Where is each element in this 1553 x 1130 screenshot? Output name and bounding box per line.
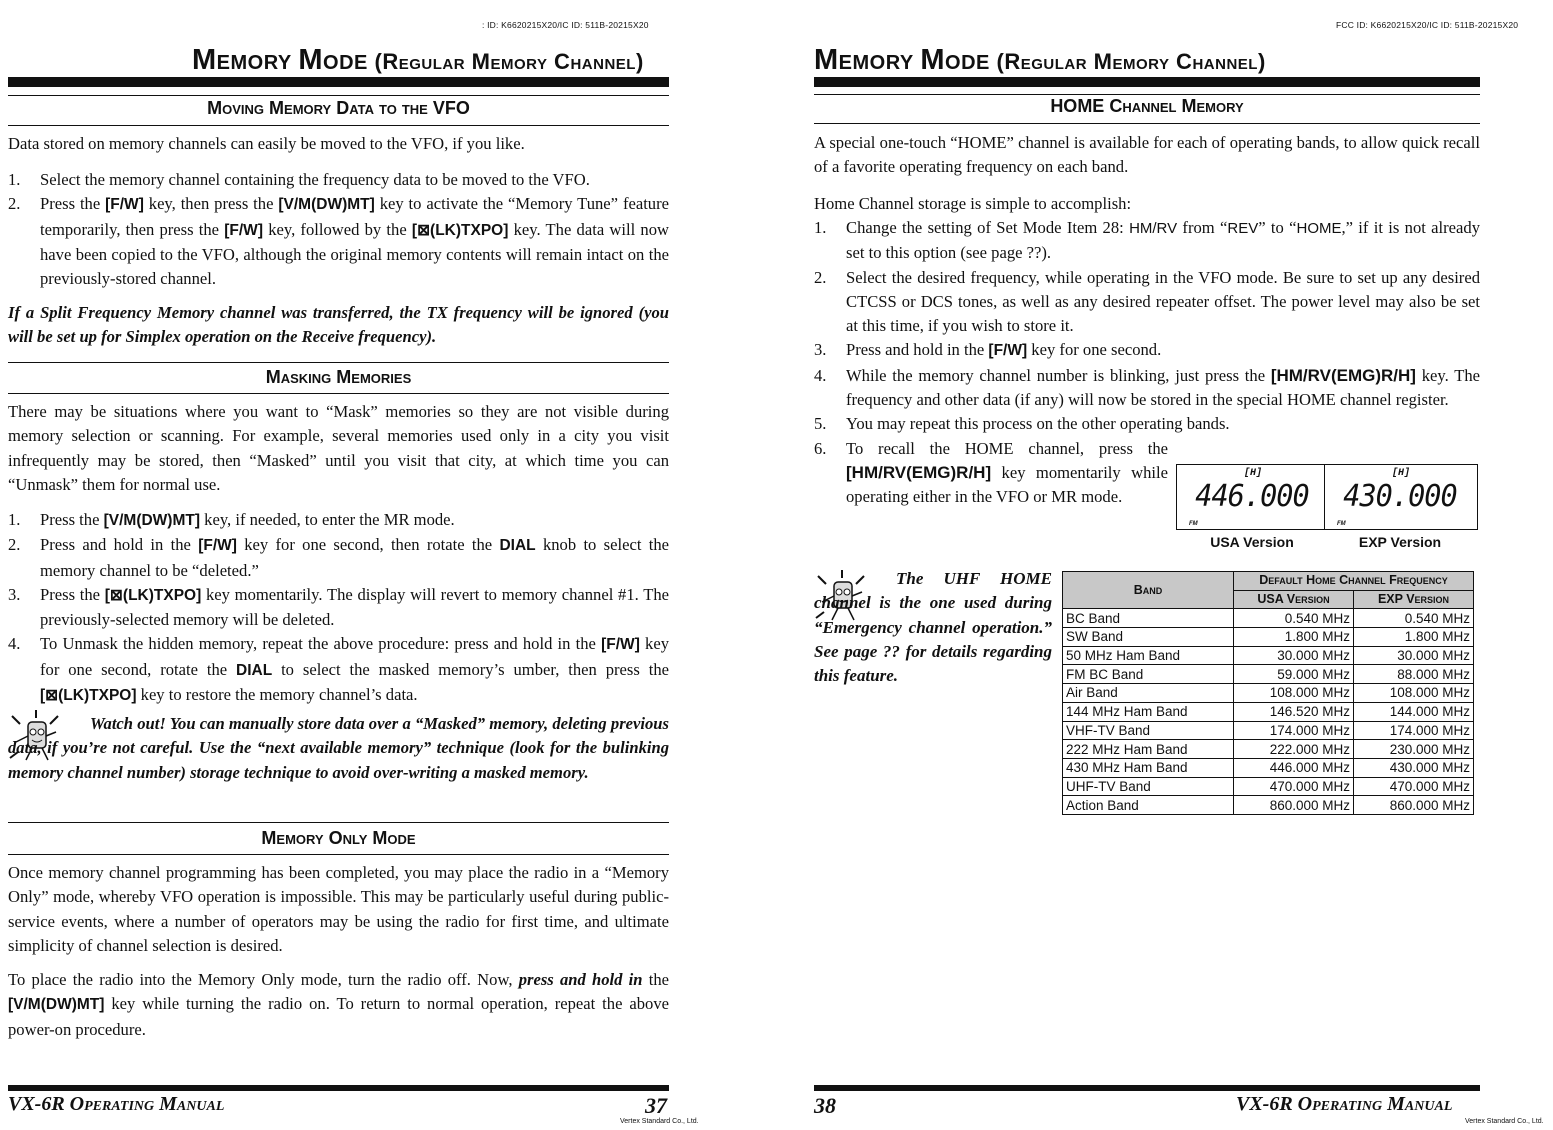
list-item bbox=[814, 338, 1480, 363]
band-cell: UHF-TV Band bbox=[1063, 777, 1234, 796]
key-lk-txpo: [⊠(LK)TXPO] bbox=[411, 221, 509, 239]
key-vm: [V/M(DW)MT] bbox=[103, 512, 201, 529]
step-text: key to activate the “Memory Tune” feature temporarily, then press the bbox=[40, 194, 669, 239]
step-number: 2. bbox=[8, 535, 21, 555]
step-text: You may repeat this process on the other operating bands. bbox=[846, 414, 1230, 434]
step-text: ,” if it is not already set to this option (see page ??). bbox=[846, 218, 1481, 263]
band-cell: FM BC Band bbox=[1063, 665, 1234, 684]
masking-intro: There may be situations where you want to “Mask” memories so they are not visible during memory selection or scanning. For example, several memories used only in a city you visit infrequently may be stored, then “Masked” until you visit that city, at which time you can “Unmask” them for normal use. bbox=[8, 402, 669, 494]
table-header-exp: EXP Version bbox=[1354, 590, 1474, 609]
list-item bbox=[8, 508, 669, 533]
usa-freq-cell: 446.000 MHz bbox=[1234, 758, 1354, 777]
section-rule bbox=[8, 393, 669, 394]
title-subtitle: (Regular Memory Channel) bbox=[374, 49, 644, 74]
memonly-paragraph-2 bbox=[8, 968, 669, 1042]
exp-freq-cell: 1.800 MHz bbox=[1354, 628, 1474, 647]
step-text: key for one second, rotate the bbox=[40, 634, 670, 679]
usa-freq-cell: 174.000 MHz bbox=[1234, 721, 1354, 740]
step-text: key for one second, then rotate the bbox=[236, 535, 500, 555]
section-rule bbox=[814, 123, 1480, 124]
band-cell: Action Band bbox=[1063, 796, 1234, 815]
fcc-id: FCC ID: K6620215X20/IC ID: 511B-20215X20 bbox=[1336, 20, 1519, 30]
key-lk-txpo: [⊠(LK)TXPO] bbox=[40, 687, 137, 705]
step-text: key momentarily while operating either in the VFO or MR mode. bbox=[846, 462, 1168, 507]
step-number: 1. bbox=[814, 218, 827, 237]
footer-bar bbox=[8, 1085, 669, 1091]
step-text: Press and hold in the bbox=[40, 535, 199, 555]
step-text: Select the desired frequency, while operating in the VFO mode. Be sure to set up any desired CTCSS or DCS tones, as well as any desired repeater offset. The power level may also be set at this time, if you wish to store it. bbox=[846, 267, 1480, 336]
footer-manual-title: VX-6R Operating Manual bbox=[8, 1093, 225, 1115]
section-title-moving: Moving Memory Data to the VFO bbox=[207, 98, 470, 118]
page-title bbox=[192, 44, 644, 77]
step-number: 6. bbox=[814, 438, 827, 458]
lcd-frequency: 446.000 bbox=[1195, 479, 1309, 514]
step-text: key, followed by the bbox=[262, 219, 412, 239]
title-word-mode: Mode bbox=[920, 44, 990, 76]
step-text: to select the masked memory’s umber, then press the bbox=[272, 659, 669, 679]
key-fw: [F/W] bbox=[601, 636, 640, 654]
list-item bbox=[814, 266, 1480, 339]
table-row bbox=[1063, 628, 1474, 647]
step-number: 4. bbox=[8, 634, 21, 654]
home-note: The UHF HOME channel is the one used during “Emergency channel operation.” See page ?? for details regarding this feature. bbox=[814, 569, 1052, 686]
table-header-band: Band bbox=[1063, 572, 1234, 609]
masking-steps bbox=[8, 508, 669, 708]
title-word-memory: Memory bbox=[192, 44, 292, 76]
step-number: 5. bbox=[814, 414, 827, 434]
section-title-home: HOME Channel Memory bbox=[1050, 96, 1244, 116]
usa-freq-cell: 30.000 MHz bbox=[1234, 646, 1354, 665]
band-cell: 144 MHz Ham Band bbox=[1063, 702, 1234, 721]
usa-freq-cell: 59.000 MHz bbox=[1234, 665, 1354, 684]
moving-intro: Data stored on memory channels can easily be moved to the VFO, if you like. bbox=[8, 134, 525, 153]
footer-manual-title: VX-6R Operating Manual bbox=[1236, 1093, 1453, 1115]
usa-freq-cell: 1.800 MHz bbox=[1234, 628, 1354, 647]
section-rule bbox=[8, 854, 669, 855]
text: To place the radio into the Memory Only mode, turn the radio off. Now, bbox=[8, 970, 519, 989]
key-lk-txpo: [⊠(LK)TXPO] bbox=[104, 586, 202, 604]
section-rule bbox=[814, 94, 1480, 95]
table-row bbox=[1063, 702, 1474, 721]
exp-freq-cell: 470.000 MHz bbox=[1354, 777, 1474, 796]
step-text: from “ bbox=[1177, 218, 1228, 237]
footer-bar bbox=[814, 1085, 1480, 1091]
usa-freq-cell: 222.000 MHz bbox=[1234, 740, 1354, 759]
fcc-id bbox=[482, 20, 649, 30]
page-number: 38 bbox=[814, 1093, 836, 1118]
fcc-c-mark: : bbox=[482, 20, 488, 30]
exp-freq-cell: 174.000 MHz bbox=[1354, 721, 1474, 740]
page-title bbox=[814, 44, 1266, 77]
table-row bbox=[1063, 721, 1474, 740]
step-number: 3. bbox=[814, 340, 827, 360]
page-number: 37 bbox=[645, 1093, 667, 1118]
step-text: key for one second. bbox=[1027, 340, 1162, 360]
text: the bbox=[642, 970, 670, 989]
step-text: Press the bbox=[40, 584, 105, 604]
memonly-paragraph-1: Once memory channel programming has been completed, you may place the radio in a “Memory Only” mode, whereby VFO operation is impossible. This may be particularly useful during public-service events, where a number of operators may be using the radio for first time, and ultimate simplicity of channel selection is desired. bbox=[8, 863, 669, 955]
band-cell: BC Band bbox=[1063, 609, 1234, 628]
step-text: key. The data will now have been copied to the VFO, although the original memory contents will remain intact on the previously-stored channel. bbox=[40, 219, 669, 289]
exp-freq-cell: 0.540 MHz bbox=[1354, 609, 1474, 628]
setting-value: HOME bbox=[1296, 220, 1342, 237]
title-bar bbox=[8, 77, 669, 87]
list-item bbox=[8, 583, 669, 633]
step-text: Press the bbox=[40, 194, 106, 214]
step-number: 1. bbox=[8, 170, 21, 189]
section-title-memonly: Memory Only Mode bbox=[261, 828, 416, 848]
step-text: While the memory channel number is blinking, just press the bbox=[846, 365, 1271, 385]
list-item bbox=[814, 437, 1168, 510]
step-text: key to restore the memory channel’s data. bbox=[136, 685, 418, 705]
lcd-mode-indicator: FM bbox=[1337, 521, 1346, 527]
table-row bbox=[1063, 665, 1474, 684]
band-cell: VHF-TV Band bbox=[1063, 721, 1234, 740]
band-cell: SW Band bbox=[1063, 628, 1234, 647]
section-rule bbox=[8, 822, 669, 823]
list-item bbox=[814, 364, 1480, 413]
step-text: key momentarily. The display will revert to memory channel #1. The previously-selected memory will be deleted. bbox=[40, 584, 670, 630]
left-page bbox=[0, 0, 700, 1130]
table-header-usa: USA Version bbox=[1234, 590, 1354, 609]
exp-freq-cell: 860.000 MHz bbox=[1354, 796, 1474, 815]
table-row bbox=[1063, 758, 1474, 777]
exp-freq-cell: 144.000 MHz bbox=[1354, 702, 1474, 721]
fcc-id-text: ID: K6620215X20/IC ID: 511B-20215X20 bbox=[487, 20, 649, 30]
key-fw: [F/W] bbox=[198, 537, 237, 555]
section-rule bbox=[8, 125, 669, 126]
emphasis-text: press and hold in bbox=[518, 970, 643, 989]
masking-note: Watch out! You can manually store data over a “Masked” memory, deleting previous data, if you’re not careful. Use the “next available memory” technique (look for the bulinking memory channel number) storage technique to avoid over-writing a masked memory. bbox=[8, 714, 669, 782]
vertex-credit: Vertex Standard Co., Ltd. bbox=[1465, 1118, 1544, 1125]
lcd-display-exp bbox=[1324, 464, 1478, 530]
lcd-frequency: 430.000 bbox=[1343, 479, 1457, 514]
setting-name: HM/RV bbox=[1129, 220, 1178, 237]
step-text: Select the memory channel containing the frequency data to be moved to the VFO. bbox=[40, 170, 590, 189]
list-item bbox=[8, 168, 669, 192]
list-item bbox=[8, 192, 669, 291]
key-fw: [F/W] bbox=[105, 196, 144, 214]
key-fw: [F/W] bbox=[988, 342, 1028, 360]
band-cell: 222 MHz Ham Band bbox=[1063, 740, 1234, 759]
table-row bbox=[1063, 684, 1474, 703]
title-bar bbox=[814, 77, 1480, 87]
key-dial: DIAL bbox=[236, 661, 273, 679]
list-item bbox=[8, 632, 669, 708]
usa-freq-cell: 0.540 MHz bbox=[1234, 609, 1354, 628]
lcd-display-usa bbox=[1176, 464, 1330, 530]
step-text: To recall the HOME channel, press the bbox=[846, 438, 1168, 458]
key-dial: DIAL bbox=[499, 537, 536, 555]
usa-freq-cell: 146.520 MHz bbox=[1234, 702, 1354, 721]
lcd-channel-indicator: [H] bbox=[1243, 468, 1262, 479]
key-hm-rv: [HM/RV(EMG)R/H] bbox=[846, 462, 992, 482]
step-text: To Unmask the hidden memory, repeat the above procedure: press and hold in the bbox=[40, 634, 602, 654]
table-body bbox=[1063, 609, 1474, 815]
right-page bbox=[806, 0, 1553, 1130]
setting-value: REV bbox=[1227, 220, 1259, 237]
moving-note: If a Split Frequency Memory channel was transferred, the TX frequency will be ignored (you will be set up for Simplex operation on the Receive frequency). bbox=[8, 303, 669, 347]
band-cell: 50 MHz Ham Band bbox=[1063, 646, 1234, 665]
exp-freq-cell: 88.000 MHz bbox=[1354, 665, 1474, 684]
table-row bbox=[1063, 740, 1474, 759]
band-cell: 430 MHz Ham Band bbox=[1063, 758, 1234, 777]
usa-freq-cell: 860.000 MHz bbox=[1234, 796, 1354, 815]
step-text: key, then press the bbox=[143, 194, 279, 214]
usa-freq-cell: 470.000 MHz bbox=[1234, 777, 1354, 796]
step-text: ” to “ bbox=[1258, 218, 1297, 237]
step-text: Change the setting of Set Mode Item 28: bbox=[846, 218, 1130, 237]
home-storage-intro: Home Channel storage is simple to accomplish: bbox=[814, 194, 1132, 213]
home-frequency-table bbox=[1062, 571, 1474, 815]
step-number: 2. bbox=[8, 194, 21, 214]
exp-freq-cell: 108.000 MHz bbox=[1354, 684, 1474, 703]
lcd-mode-indicator: FM bbox=[1189, 521, 1198, 527]
list-item bbox=[8, 533, 669, 583]
vertex-credit: Vertex Standard Co., Ltd. bbox=[620, 1118, 699, 1125]
key-vm: [V/M(DW)MT] bbox=[8, 996, 105, 1014]
step-number: 3. bbox=[8, 584, 21, 604]
title-word-memory: Memory bbox=[814, 44, 914, 76]
step-text: knob to select the memory channel to be “deleted.” bbox=[40, 535, 670, 580]
step-text: key, if needed, to enter the MR mode. bbox=[200, 510, 455, 529]
band-cell: Air Band bbox=[1063, 684, 1234, 703]
title-subtitle: (Regular Memory Channel) bbox=[996, 49, 1266, 74]
step-number: 4. bbox=[814, 365, 827, 385]
moving-steps bbox=[8, 168, 669, 291]
text: key while turning the radio on. To return to normal operation, repeat the above power-on procedure. bbox=[8, 994, 669, 1039]
table-header-row bbox=[1063, 572, 1474, 591]
table-row bbox=[1063, 777, 1474, 796]
list-item bbox=[814, 216, 1480, 266]
home-intro: A special one-touch “HOME” channel is available for each of operating bands, to allow quick recall of a favorite operating frequency on each band. bbox=[814, 133, 1480, 177]
section-rule bbox=[8, 362, 669, 363]
exp-freq-cell: 430.000 MHz bbox=[1354, 758, 1474, 777]
table-row bbox=[1063, 646, 1474, 665]
key-hm-rv: [HM/RV(EMG)R/H] bbox=[1270, 365, 1416, 385]
lcd-caption-usa: USA Version bbox=[1210, 534, 1294, 550]
section-rule bbox=[8, 95, 669, 96]
table-header-group: Default Home Channel Frequency bbox=[1234, 572, 1474, 591]
step-number: 2. bbox=[814, 267, 827, 287]
exp-freq-cell: 230.000 MHz bbox=[1354, 740, 1474, 759]
table-row bbox=[1063, 609, 1474, 628]
step-text: key. The frequency and other data (if any) will now be stored in the special HOME channel register. bbox=[846, 365, 1480, 410]
exp-freq-cell: 30.000 MHz bbox=[1354, 646, 1474, 665]
step-text: Press the bbox=[40, 510, 104, 529]
table-row bbox=[1063, 796, 1474, 815]
key-vm: [V/M(DW)MT] bbox=[278, 196, 375, 214]
section-title-masking: Masking Memories bbox=[265, 367, 412, 387]
lcd-channel-indicator: [H] bbox=[1391, 468, 1410, 479]
key-fw: [F/W] bbox=[224, 221, 263, 239]
lcd-caption-exp: EXP Version bbox=[1358, 534, 1442, 550]
step-number: 1. bbox=[8, 510, 21, 529]
list-item bbox=[814, 412, 1480, 436]
title-word-mode: Mode bbox=[298, 44, 368, 76]
usa-freq-cell: 108.000 MHz bbox=[1234, 684, 1354, 703]
step-text: Press and hold in the bbox=[846, 340, 989, 360]
